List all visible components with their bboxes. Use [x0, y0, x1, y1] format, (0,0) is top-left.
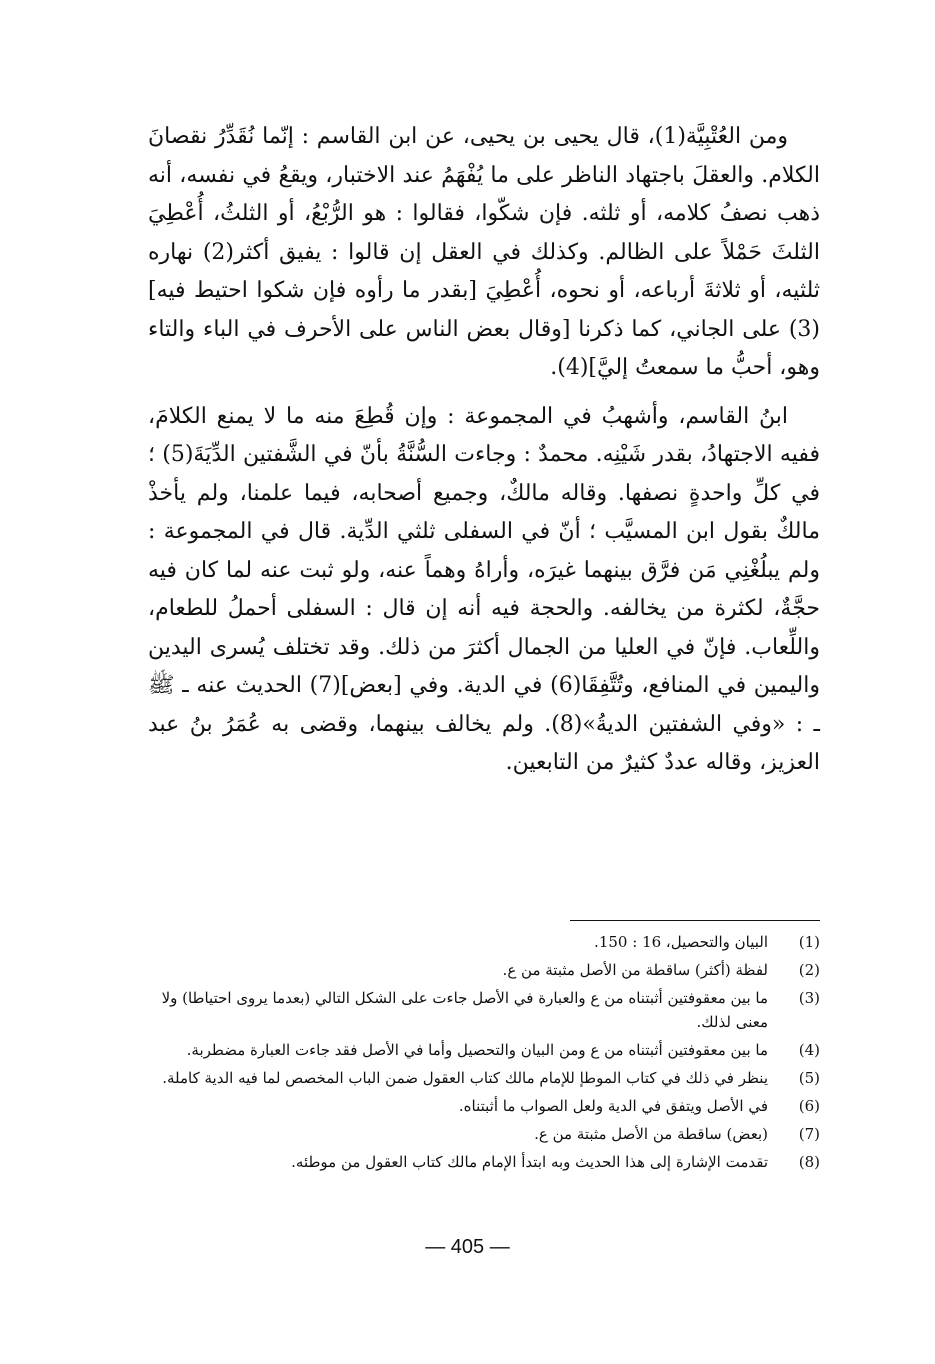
footnote-text: ما بين معقوفتين أثبتناه من ع ومن البيان والتحصيل وأما في الأصل فقد جاءت العبارة مضطربة.: [186, 1041, 768, 1059]
footnote-7: [148, 1122, 820, 1146]
footnote-5: [148, 1066, 820, 1090]
footnote-separator: [570, 920, 820, 921]
footnote-8: [148, 1150, 820, 1174]
footnote-text: في الأصل ويتفق في الدية ولعل الصواب ما أثبتناه.: [458, 1097, 768, 1115]
main-text: [148, 118, 820, 783]
paragraph-2: ابنُ القاسم، وأشهبُ في المجموعة : وإن قُطِعَ منه ما لا يمنع الكلامَ، ففيه الاجتهادُ، بقدر شَيْنِه. محمدٌ : وجاءت السُّنَّةُ بأنّ في الشَّفتين الدِّيَةَ(5) ؛ في كلِّ واحدةٍ نصفها. وقاله مالكٌ، وجميع أصحابه، فيما علمنا، ولم يأخذْ مالكٌ بقول ابن المسيَّب ؛ أنّ في السفلى ثلثي الدِّية. قال في المجموعة : ولم يبلُغْنِي مَن فرَّق بينهما غيرَه، وأراهُ وهماً عنه، ولو ثبت عنه لما كان فيه حجَّةٌ، لكثرة من يخالفه. والحجة فيه أنه إن قال : السفلى أحملُ للطعام، واللِّعاب. فإنّ في العليا من الجمال أكثرَ من ذلك. وقد تختلف يُسرى اليدين واليمين في المنافع، وتُتَّفِقَا(6) في الدية. وفي [بعض](7) الحديث عنه ـ ﷺ ـ : «وفي الشفتين الديةُ»(8). ولم يخالف بينهما، وقضى به عُمَرُ بنُ عبد العزيز، وقاله عددٌ كثيرٌ من التابعين.: [148, 403, 821, 775]
footnote-number: (2): [798, 961, 820, 979]
page-number: — 405 —: [425, 1236, 510, 1258]
footnote-text: (بعض) ساقطة من الأصل مثبتة من ع.: [534, 1125, 768, 1143]
footnote-number: (1): [798, 933, 820, 951]
paragraph-1: ومن العُتْبِيَّة(1)، قال يحيى بن يحيى، عن ابن القاسم : إنّما نُقَدِّرُ نقصانَ الكلام. والعقلَ باجتهاد الناظر على ما يُفْهَمُ عند الاختبار، ويقعُ في نفسه، أنه ذهب نصفُ كلامه، أو ثلثه. فإن شكّوا، فقالوا : هو الرُّبْعُ، أو الثلثُ، أُعْطِيَ الثلثَ حَمْلاً على الظالم. وكذلك في العقل إن قالوا : يفيق أكثر(2) نهاره ثلثيه، أو ثلاثةَ أرباعه، أو نحوه، أُعْطِيَ [بقدر ما رأوه فإن شكوا احتيط فيه](3) على الجاني، كما ذكرنا [وقال بعض الناس على الأحرف في الباء والتاء وهو، أحبُّ ما سمعتُ إليَّ](4).: [148, 124, 820, 380]
footnote-2: [148, 958, 820, 982]
footnote-number: (8): [798, 1153, 820, 1171]
footnote-4: [148, 1038, 820, 1062]
footnote-text: ينظر في ذلك في كتاب الموطإ للإمام مالك كتاب العقول ضمن الباب المخصص لما فيه الدية كاملة.: [162, 1069, 768, 1087]
footnote-text: ما بين معقوفتين أثبتناه من ع والعبارة في الأصل جاءت على الشكل التالي (بعدما يروى احتياطا) ولا معنى لذلك.: [161, 989, 768, 1031]
footnote-number: (7): [798, 1125, 820, 1143]
footnote-3: [148, 986, 820, 1034]
footnote-number: (5): [798, 1069, 820, 1087]
footnote-1: [148, 930, 820, 954]
footnote-number: (4): [798, 1041, 820, 1059]
footnote-text: لفظة (أكثر) ساقطة من الأصل مثبتة من ع.: [502, 961, 768, 979]
footnote-text: تقدمت الإشارة إلى هذا الحديث وبه ابتدأ الإمام مالك كتاب العقول من موطئه.: [291, 1153, 768, 1171]
footnote-number: (6): [798, 1097, 820, 1115]
footnote-6: [148, 1094, 820, 1118]
footnotes: [148, 930, 820, 1178]
footnote-number: (3): [798, 989, 820, 1007]
footnote-text: البيان والتحصيل، 16 : 150.: [594, 933, 768, 951]
